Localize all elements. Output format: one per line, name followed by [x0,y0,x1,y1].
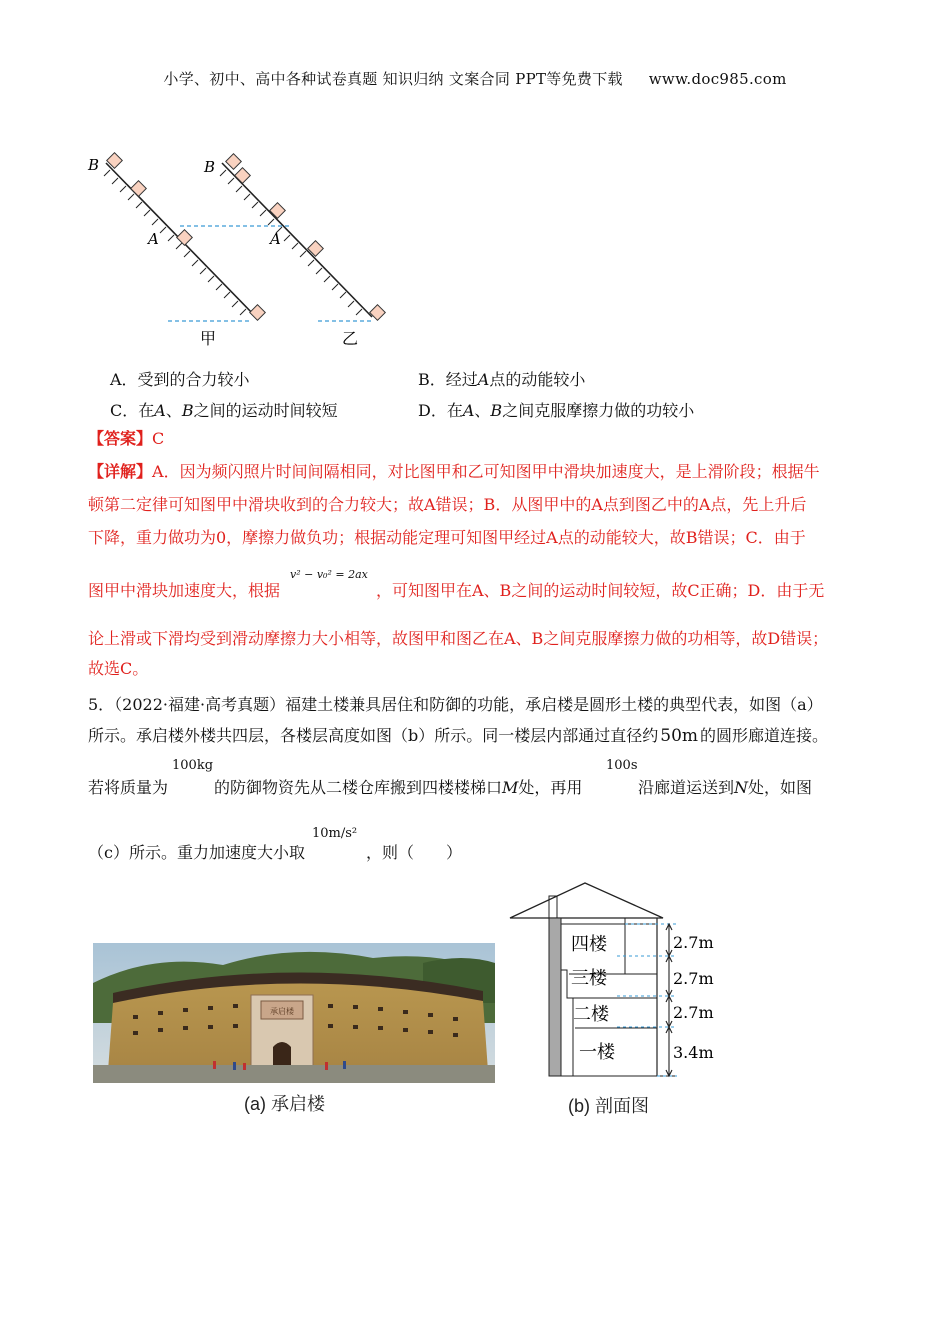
section-diagram [507,880,722,1080]
height-2: 2.7m [673,1003,714,1022]
q5-line-4a: （c）所示。重力加速度大小取 [88,843,305,862]
header-site: www.doc985.com [648,70,787,88]
q5-line-3b: 的防御物资先从二楼仓库搬到四楼楼梯口M处，再用 [214,778,583,797]
detail-line-4b: ，可知图甲在A、B之间的运动时间较短，故C正确；D．由于无 [376,581,825,600]
detail-line-1: 【详解】A．因为频闪照片时间间隔相同，对比图甲和乙可知图甲中滑块加速度大，是上滑阶段；根据牛 [88,462,820,481]
floor-2: 二楼 [573,1004,609,1024]
floor-1: 一楼 [579,1042,615,1062]
q5-time: 100s [606,758,638,773]
formula: v² − v₀² = 2ax [290,568,368,581]
height-1: 3.4m [673,1043,714,1062]
q5-line-3c: 沿廊道运送到N处，如图 [638,778,813,797]
height-4: 2.7m [673,933,714,952]
q5-line-3a: 若将质量为 [88,778,169,797]
label-a-yi: A [270,230,281,248]
detail-line-4a: 图甲中滑块加速度大，根据 [88,581,281,600]
label-jia: 甲 [200,329,217,348]
tulou-photo [93,943,495,1083]
option-d: D．在A、B之间克服摩擦力做的功较小 [418,401,695,420]
caption-b: (b) 剖面图 [568,1096,649,1116]
label-b-jia: B [88,156,100,174]
header-text: 小学、初中、高中各种试卷真题 知识归纳 文案合同 PPT等免费下载 [163,70,623,88]
tulou-sign: 承启楼 [270,1007,294,1016]
incline-figure [80,145,400,350]
label-a-jia: A [148,230,159,248]
floor-3: 三楼 [571,968,607,988]
floor-4: 四楼 [571,934,607,954]
label-yi: 乙 [342,329,359,348]
option-a: A．受到的合力较小 [110,370,250,389]
q5-line-1: 5．（2022·福建·高考真题）福建土楼兼具居住和防御的功能，承启楼是圆形土楼的典型代表，如图（a） [88,695,823,714]
option-c: C．在A、B之间的运动时间较短 [110,401,338,420]
q5-line-2: 所示。承启楼外楼共四层，各楼层高度如图（b）所示。同一楼层内部通过直径约 50m 的圆形廊道连接。 [88,726,829,746]
height-3: 2.7m [673,969,714,988]
detail-line-6: 故选C。 [88,659,149,678]
q5-line-4b: ，则（ ） [366,843,463,862]
detail-line-3: 下降，重力做功为0，摩擦力做负功；根据动能定理可知图甲经过A点的动能较大，故B错误；C．由于 [88,528,806,547]
detail-line-2: 顿第二定律可知图甲中滑块收到的合力较大；故A错误；B．从图甲中的A点到图乙中的A点，先上升后 [88,495,807,514]
label-b-yi: B [204,158,216,176]
q5-g: 10m/s² [312,826,358,841]
page-header [0,68,950,89]
option-b: B．经过A点的动能较小 [418,370,586,389]
incline-yi [220,154,385,321]
answer: 【答案】C [88,429,165,448]
q5-mass: 100kg [172,758,214,773]
detail-line-5: 论上滑或下滑均受到滑动摩擦力大小相等，故图甲和图乙在A、B之间克服摩擦力做的功相等，故D错误； [88,629,829,648]
caption-a: (a) 承启楼 [244,1094,325,1114]
